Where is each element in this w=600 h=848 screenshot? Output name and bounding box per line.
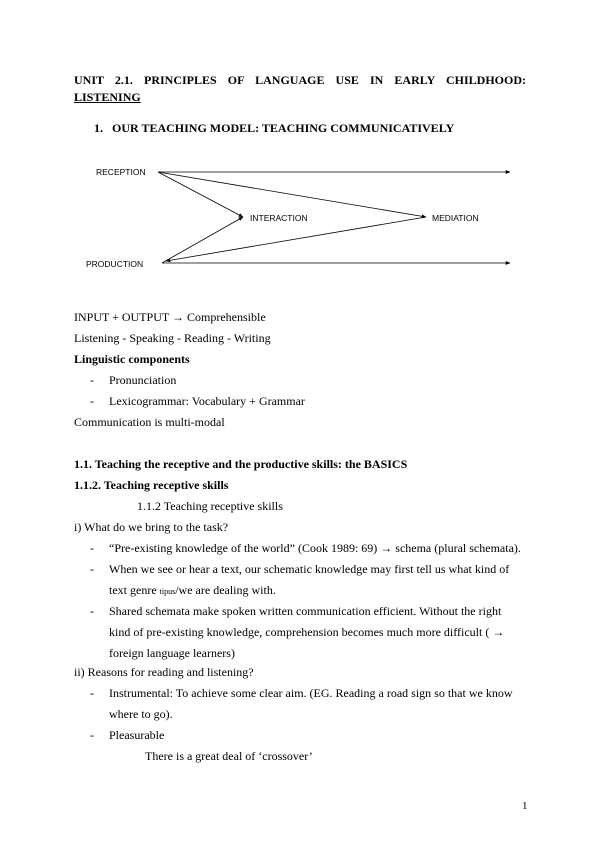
subsubsection-label: 1.1.2 Teaching receptive skills bbox=[137, 499, 283, 513]
section-heading-text: OUR TEACHING MODEL: TEACHING COMMUNICATIVELY bbox=[112, 121, 455, 135]
production-label: PRODUCTION bbox=[86, 259, 144, 269]
communication-model-diagram bbox=[80, 160, 520, 280]
bullet-dash: - bbox=[90, 562, 94, 576]
bullet-dash: - bbox=[90, 728, 94, 742]
title-line-1: UNIT 2.1. PRINCIPLES OF LANGUAGE USE IN EARLY CHILDHOOD: bbox=[74, 73, 526, 87]
title-line-2: LISTENING bbox=[74, 90, 141, 104]
production-to-interaction-arrow bbox=[162, 217, 243, 263]
page-title bbox=[74, 72, 526, 106]
paragraph-line: When we see or hear a text, our schematic knowledge may first tell us what kind of bbox=[109, 562, 510, 576]
bullet-dash: - bbox=[90, 541, 94, 555]
bullet-dash: - bbox=[90, 686, 94, 700]
paragraph-line: text genre bbox=[109, 583, 160, 597]
skills-line: Listening - Speaking - Reading - Writing bbox=[74, 331, 271, 345]
bullet-dash: - bbox=[90, 373, 94, 387]
input-output-line: INPUT + OUTPUT → Comprehensible bbox=[74, 310, 266, 324]
list-item bbox=[109, 683, 529, 725]
list-item bbox=[109, 559, 529, 602]
subsection-heading: 1.1. Teaching the receptive and the productive skills: the BASICS bbox=[74, 457, 408, 471]
list-item: “Pre-existing knowledge of the world” (Cook 1989: 69) → schema (plural schemata). bbox=[109, 541, 521, 555]
paragraph-line: kind of pre-existing knowledge, comprehension becomes much more difficult ( → bbox=[109, 625, 505, 639]
subsubsection-heading: 1.1.2. Teaching receptive skills bbox=[74, 478, 229, 492]
question-2: ii) Reasons for reading and listening? bbox=[74, 665, 254, 679]
paragraph-line: foreign language learners) bbox=[109, 646, 235, 660]
reception-to-mediation-arrow bbox=[158, 172, 426, 217]
list-item: Pleasurable bbox=[109, 728, 165, 742]
section-number: 1. bbox=[94, 121, 103, 135]
paragraph-line: Shared schemata make spoken written communication efficient. Without the right bbox=[109, 604, 502, 618]
page-number: 1 bbox=[522, 800, 528, 812]
interaction-label: INTERACTION bbox=[250, 213, 308, 223]
paragraph-line: /we are dealing with. bbox=[175, 583, 276, 597]
crossover-note: There is a great deal of ‘crossover’ bbox=[145, 749, 313, 763]
linguistic-components-heading: Linguistic components bbox=[74, 352, 190, 366]
bullet-dash: - bbox=[90, 604, 94, 618]
reception-label: RECEPTION bbox=[96, 167, 146, 177]
section-heading bbox=[94, 121, 454, 136]
question-1: i) What do we bring to the task? bbox=[74, 520, 229, 534]
mediation-label: MEDIATION bbox=[432, 213, 479, 223]
list-item: Pronunciation bbox=[109, 373, 177, 387]
bullet-dash: - bbox=[90, 394, 94, 408]
list-item: Lexicogrammar: Vocabulary + Grammar bbox=[109, 394, 305, 408]
list-item bbox=[109, 601, 529, 664]
inline-note: tipus bbox=[159, 587, 176, 596]
paragraph-line: where to go). bbox=[109, 707, 173, 721]
paragraph-line: Instrumental: To achieve some clear aim. (EG. Reading a road sign so that we know bbox=[109, 686, 513, 700]
multimodal-line: Communication is multi-modal bbox=[74, 415, 225, 429]
